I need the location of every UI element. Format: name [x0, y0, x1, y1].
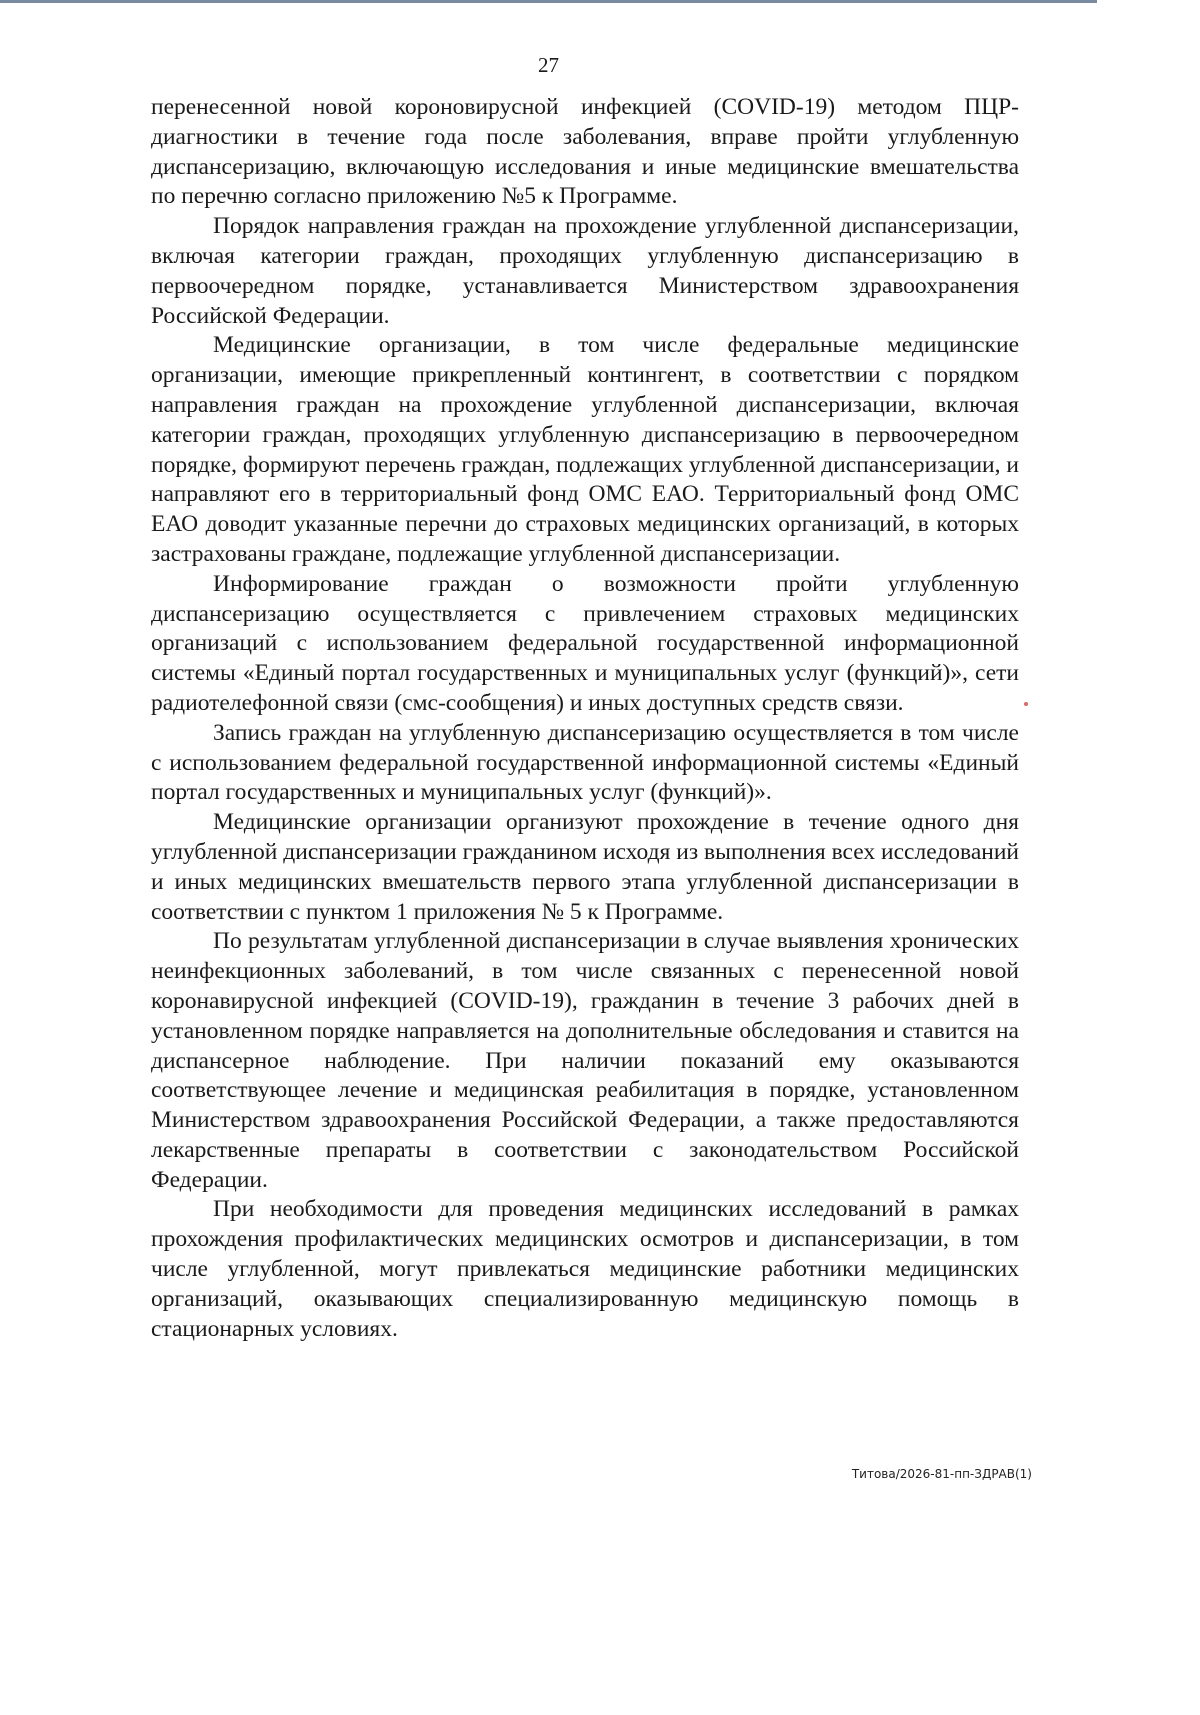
paragraph: По результатам углубленной диспансеризации в случае выявления хронических неинфекционных заболеваний, в том числе связанных с перенесенной новой коронавирусной инфекцией (COVID-19), гражданин в течение 3 рабочих дней в установленном порядке направляется на дополнительные обследования и ставится на диспансерное наблюдение. При наличии показаний ему оказываются соответствующее лечение и медицинская реабилитация в порядке, установленном Министерством здравоохранения Российской Федерации, а также предоставляются лекарственные препараты в соответствии с законодательством Российской Федерации. — [151, 928, 1019, 1193]
paragraph: Порядок направления граждан на прохождение углубленной диспансеризации, включая категории граждан, проходящих углубленную диспансеризацию в первоочередном порядке, устанавливается Министерством здравоохранения Российской Федерации. — [151, 213, 1019, 329]
paragraph: перенесенной новой короновирусной инфекцией (COVID-19) методом ПЦР-диагностики в течение года после заболевания, вправе пройти углубленную диспансеризацию, включающую исследования и иные медицинские вмешательства по перечню согласно приложению №5 к Программе. — [151, 94, 1019, 210]
page-number: 27 — [538, 53, 559, 77]
stray-ink-mark — [1024, 702, 1028, 706]
document-body — [151, 93, 1019, 1344]
document-code: Титова/2026-81-пп-ЗДРАВ(1) — [851, 1467, 1032, 1481]
scan-edge — [0, 0, 1097, 3]
paragraph: Медицинские организации организуют прохождение в течение одного дня углубленной диспансеризации гражданином исходя из выполнения всех исследований и иных медицинских вмешательств первого этапа углубленной диспансеризации в соответствии с пунктом 1 приложения № 5 к Программе. — [151, 809, 1019, 925]
paragraph: При необходимости для проведения медицинских исследований в рамках прохождения профилактических медицинских осмотров и диспансеризации, в том числе углубленной, могут привлекаться медицинские работники медицинских организаций, оказывающих специализированную медицинскую помощь в стационарных условиях. — [151, 1196, 1019, 1342]
paragraph: Медицинские организации, в том числе федеральные медицинские организации, имеющие прикрепленный контингент, в соответствии с порядком направления граждан на прохождение углубленной диспансеризации, включая категории граждан, проходящих углубленную диспансеризацию в первоочередном порядке, формируют перечень граждан, подлежащих углубленной диспансеризации, и направляют его в территориальный фонд ОМС ЕАО. Территориальный фонд ОМС ЕАО доводит указанные перечни до страховых медицинских организаций, в которых застрахованы граждане, подлежащие углубленной диспансеризации. — [151, 332, 1019, 567]
paragraph: Информирование граждан о возможности пройти углубленную диспансеризацию осуществляется с привлечением страховых медицинских организаций с использованием федеральной государственной информационной системы «Единый портал государственных и муниципальных услуг (функций)», сети радиотелефонной связи (смс-сообщения) и иных доступных средств связи. — [151, 570, 1019, 716]
paragraph: Запись граждан на углубленную диспансеризацию осуществляется в том числе с использованием федеральной государственной информационной системы «Единый портал государственных и муниципальных услуг (функций)». — [151, 719, 1019, 806]
